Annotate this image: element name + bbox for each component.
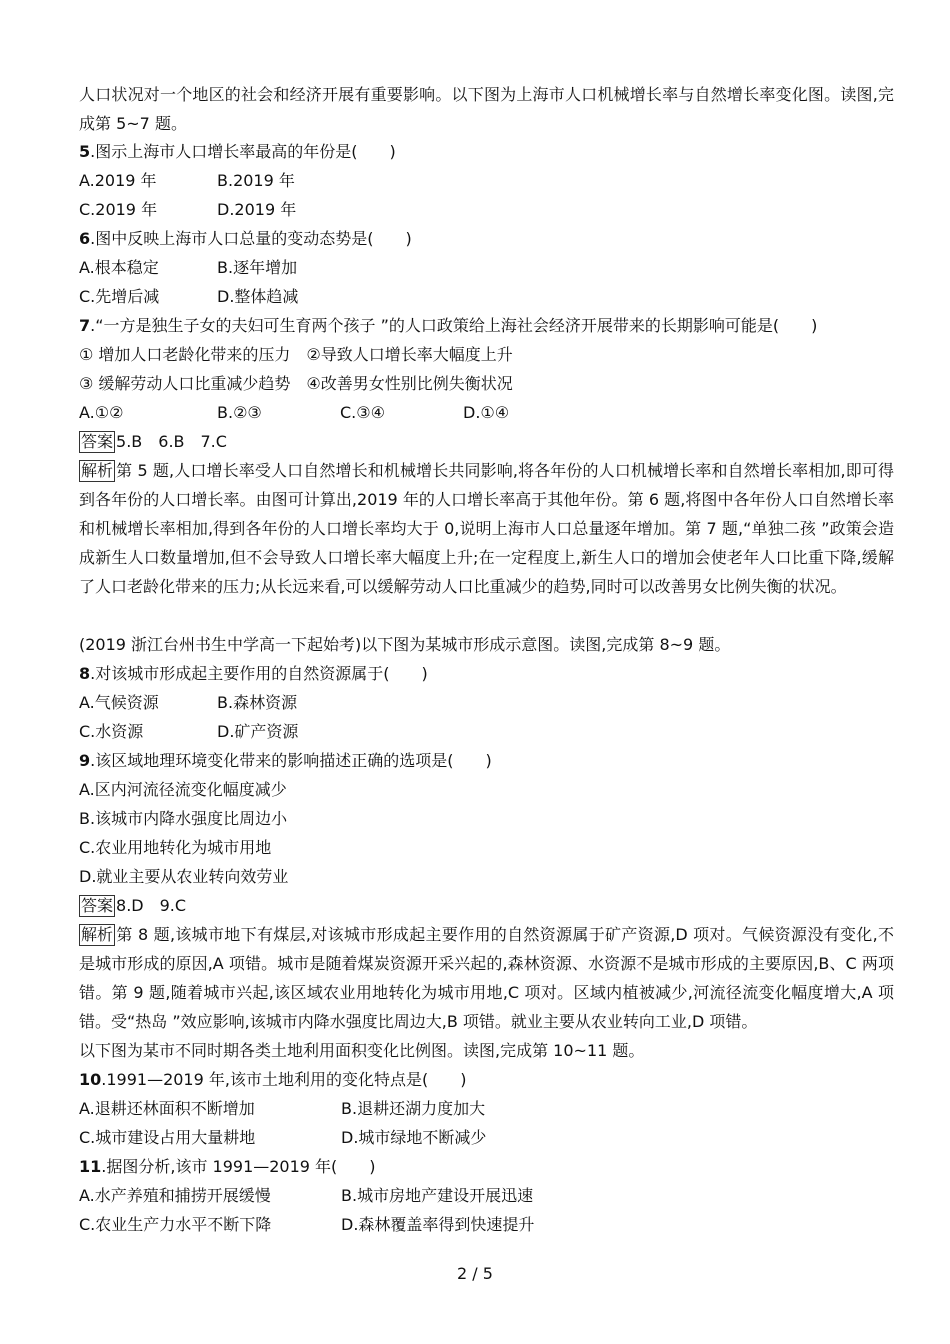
page-number: 2 / 5 [457,1264,493,1283]
answer-tag: 答案 [81,432,114,451]
option-a: A.退耕还林面积不断增加 [79,1099,255,1118]
option-c: C.水资源 [79,722,144,741]
question-number: 8 [79,664,91,683]
option-a: A.水产养殖和捕捞开展缓慢 [79,1186,271,1205]
question-10 [79,1065,890,1094]
answer-text: 8.D 9.C [116,896,187,915]
intro-q5-7: 人口状况对一个地区的社会和经济开展有重要影响。以下图为上海市人口机械增长率与自然增长率变化图。读图,完成第 5~7 题。 [79,85,894,133]
question-number: 10 [79,1070,102,1089]
answer-tag: 答案 [81,896,114,915]
analysis-tag: 解析 [81,461,114,480]
option-c: C.2019 年 [79,200,158,219]
question-text: .图中反映上海市人口总量的变动态势是( ) [90,229,412,248]
question-number: 11 [79,1157,102,1176]
question-text: .据图分析,该市 1991—2019 年( ) [101,1157,376,1176]
option-b: B.逐年增加 [217,258,298,277]
option-d: D.矿产资源 [217,722,299,741]
option-d: D.2019 年 [217,200,297,219]
q6-options-row1 [79,253,890,282]
question-7 [79,311,890,340]
q10-options-row2 [79,1123,890,1152]
q8-options-row1 [79,688,890,717]
q7-statements-1: ① 增加人口老龄化带来的压力 ②导致人口增长率大幅度上升 [79,345,513,364]
question-9 [79,746,890,775]
question-11 [79,1152,890,1181]
answer-text: 5.B 6.B 7.C [116,432,227,451]
option-b: B.城市房地产建设开展迅速 [341,1186,534,1205]
question-8 [79,659,890,688]
analysis-text: 第 8 题,该城市地下有煤层,对该城市形成起主要作用的自然资源属于矿产资源,D 项对。气候资源没有变化,不是城市形成的原因,A 项错。城市是随着煤炭资源开采兴起的,森林资源、水资源不是城市形成的主要原因,B、C 两项错。第 9 题,随着城市兴起,该区域农业用地转化为城市用地,C 项对。区域内植被减少,河流径流变化幅度增大,A 项错。受“热岛 ”效应影响,该城市内降水强度比周边大,B 项错。就业主要从农业转向工业,D 项错。 [79,925,894,1031]
q9-option-d: D.就业主要从农业转向效劳业 [79,867,289,886]
q6-options-row2 [79,282,890,311]
question-text: .该区域地理环境变化带来的影响描述正确的选项是( ) [90,751,492,770]
q7-options [79,398,890,427]
answer-q5-7 [79,427,890,456]
question-5 [79,137,890,166]
intro-q10-11: 以下图为某市不同时期各类土地利用面积变化比例图。读图,完成第 10~11 题。 [79,1041,645,1060]
question-text: .对该城市形成起主要作用的自然资源属于( ) [90,664,428,683]
intro-q8-9: (2019 浙江台州书生中学高一下起始考)以下图为某城市形成示意图。读图,完成第 8~9 题。 [79,635,731,654]
question-number: 9 [79,751,91,770]
q9-option-b: B.该城市内降水强度比周边小 [79,809,288,828]
question-number: 5 [79,142,91,161]
option-b: B.退耕还湖力度加大 [341,1099,486,1118]
q5-options-row2 [79,195,890,224]
analysis-q8-9 [79,920,894,1036]
q9-option-c: C.农业用地转化为城市用地 [79,838,272,857]
option-b: B.2019 年 [217,171,295,190]
question-6 [79,224,890,253]
answer-q8-9 [79,891,890,920]
option-a: A.2019 年 [79,171,157,190]
option-b: B.②③ [217,403,262,422]
analysis-q5-7 [79,456,894,601]
question-number: 7 [79,316,91,335]
option-b: B.森林资源 [217,693,298,712]
question-number: 6 [79,229,91,248]
q5-options-row1 [79,166,890,195]
question-text: .图示上海市人口增长率最高的年份是( ) [90,142,396,161]
question-text: .“一方是独生子女的夫妇可生育两个孩子 ”的人口政策给上海社会经济开展带来的长期影响可能是( ) [90,316,818,335]
q8-options-row2 [79,717,890,746]
q10-options-row1 [79,1094,890,1123]
option-c: C.城市建设占用大量耕地 [79,1128,256,1147]
option-a: A.气候资源 [79,693,159,712]
option-d: D.森林覆盖率得到快速提升 [341,1215,535,1234]
option-d: D.①④ [463,403,510,422]
option-d: D.整体趋减 [217,287,299,306]
q9-option-a: A.区内河流径流变化幅度减少 [79,780,287,799]
option-a: A.①② [79,403,124,422]
option-c: C.先增后减 [79,287,160,306]
q7-statements-2: ③ 缓解劳动人口比重减少趋势 ④改善男女性别比例失衡状况 [79,374,513,393]
analysis-tag: 解析 [81,925,114,944]
question-text: .1991—2019 年,该市土地利用的变化特点是( ) [101,1070,467,1089]
analysis-text: 第 5 题,人口增长率受人口自然增长和机械增长共同影响,将各年份的人口机械增长率和自然增长率相加,即可得到各年份的人口增长率。由图可计算出,2019 年的人口增长率高于其他年份。第 6 题,将图中各年份人口自然增长率和机械增长率相加,得到各年份的人口增长率均大于 0,说明上海市人口总量逐年增加。第 7 题,“单独二孩 ”政策会造成新生人口数量增加,但不会导致人口增长率大幅度上升;在一定程度上,新生人口的增加会使老年人口比重下降,缓解了人口老龄化带来的压力;从长远来看,可以缓解劳动人口比重减少的趋势,同时可以改善男女比例失衡的状况。 [79,461,894,596]
option-c: C.③④ [340,403,385,422]
option-a: A.根本稳定 [79,258,159,277]
q11-options-row1 [79,1181,890,1210]
option-c: C.农业生产力水平不断下降 [79,1215,272,1234]
option-d: D.城市绿地不断减少 [341,1128,487,1147]
q11-options-row2 [79,1210,890,1239]
